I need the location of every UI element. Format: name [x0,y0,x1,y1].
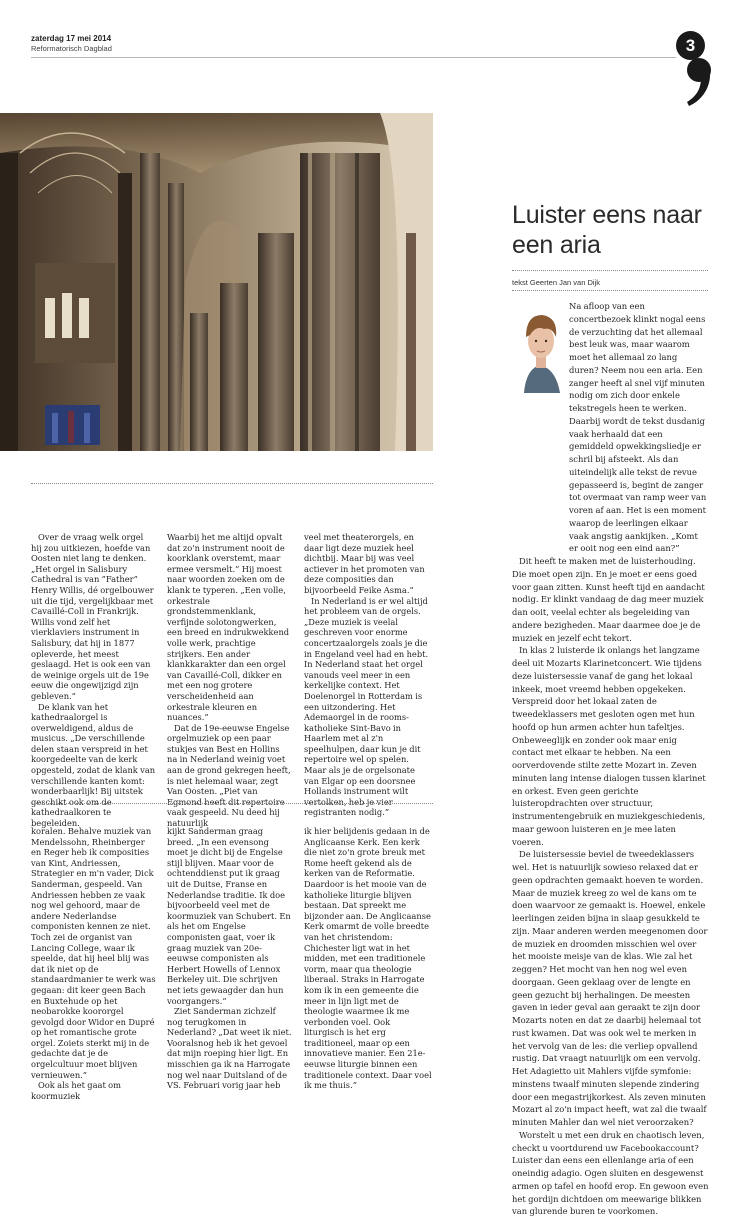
comma-logo-icon [683,56,715,108]
cathedral-photo [0,113,433,451]
page-number-badge: 3 [676,31,705,60]
paragraph: Worstelt u met een druk en chaotisch leven, checkt u voortdurend uw Facebookaccount? Luister dan eens een ellenlange aria of een oneindig adagio. Ogen sluiten en desgewenst armen op tafel en hoofd erop. En gewoon even het gordijn dichtdoen om meewarige blikken van glurende buren te voorkomen. [512,1129,709,1217]
column-article-body [512,300,709,1217]
paragraph: In Nederland is er wel altijd het probleem van de orgels. „Deze muziek is veelal geschreven voor enorme concertzaalorgels zoals je die in Engeland veel had en hebt. In Nederland staat het orgel vanouds veel meer in een kerkelijke context. Het Doelenorgel in Rotterdam is een uitzondering. Het Ademaorgel in de rooms-katholieke Sint-Bavo in Haarlem met al z'n speelhulpen, daar kun je dit repertoire wel op spelen. Maar als je de orgelsonate van Elgar op een doorsnee Hollands instrument wilt vertolken, heb je vier registranten nodig.” [304,595,429,818]
paragraph: In klas 2 luisterde ik onlangs het langzame deel uit Mozarts Klarinetconcert. Wie tijdens deze luistersessie vanaf de gang het lokaal inkeek, moet vreemd hebben opgekeken. Verspreid door het lokaal zaten de tweedeklassers met gesloten ogen met hun hoofd op hun armen achter hun tafeltjes. Onbeweeglijk en zonder ook maar enig contact met elkaar te hebben. Na een oorverdovende stilte zette Mozart in. Zeven minuten lang intense dialogen tussen klarinet en orkest. Even geen gerichte luisteropdrachten over structuur, instrumentengebruik en muziekgeschiedenis, maar gewoon luisteren en je mee laten voeren. [512,645,706,847]
paragraph: Na afloop van een concertbezoek klinkt nogal eens de verzuchting dat het allemaal best leuk was, maar waarom moet het allemaal zo lang duren? Neem nou een aria. Een zanger heeft al snel vijf minuten nodig om zich door enkele tekstregels heen te werken. Daarbij wordt de tekst dusdanig vaak herhaald dat een gemiddeld opwekkingsliedje er schril bij afsteekt. Als dan uiteindelijk alle tekst de revue gepasseerd is, begint de zanger tot overmaat van ramp weer van voren af aan. Het is een moment waarop de leerlingen elkaar vaak angstig aankijken. „Komt er ooit nog een eind aan?” [569,301,707,554]
paragraph: Dit heeft te maken met de luisterhouding. Die moet open zijn. En je moet er eens goed voor gaan zitten. Kunst heeft tijd en aandacht nodig. Er klinkt vandaag de dag meer muziek dan ooit, veelal echter als begeleiding van andere bezigheden. Maar daarmee doe je de muziek en jezelf echt tekort. [512,556,705,643]
organ-story-col-1 [31,532,156,829]
article-byline: tekst Geerten Jan van Dijk [512,278,600,287]
organ-story-col-4 [31,826,156,1101]
paragraph: Dat de 19e-eeuwse Engelse orgelmuziek op een paar stukjes van Best en Hollins na in Nederland weinig voet aan de grond gekregen heeft, is niet helemaal waar, zegt Van Oosten. „Piet van Egmond heeft dit repertoire vaak gespeeld. Nu deed hij natuurlijk [167,722,291,829]
paragraph: ik hier belijdenis gedaan in de Anglicaanse Kerk. Een kerk die niet zo'n grote breuk met Rome heeft gekend als de kerken van de Reformatie. Daardoor is het mooie van de katholieke liturgie blijven bestaan. Dat spreekt me bijzonder aan. De Anglicaanse Kerk omarmt de volle breedte van het christendom: Chichester ligt wat in het midden, met een traditionele vorm, maar qua theologie liberaal. Straks in Harrogate kom ik in een gemeente die meer in lijn ligt met de theologie waarmee ik me verbonden voel. Ook liturgisch is het erg traditioneel, maar op een innovatieve manier. Een 21e-eeuwse liturgie binnen een traditionele context. Daar voel ik me thuis.” [304,826,432,1091]
paragraph: De klank van het kathedraalorgel is overweldigend, aldus de musicus. „De verschillende delen staan verspreid in het koorgedeelte van de kerk opgesteld, zodat de klank van verschillende kanten komt: wonderbaarlijk! Bij uitstek geschikt ook om de kathedraalkoren te begeleiden. [31,701,156,829]
paragraph: Ook als het gaat om koormuziek [31,1080,122,1101]
paragraph: De luistersessie beviel de tweedeklassers wel. Het is natuurlijk sowieso relaxed dat er geen opdrachten gemaakt hoeven te worden. Maar de muziek kreeg zo wel de kans om te doen waarvoor ze gemaakt is. Hoewel, enkele leerlingen zeiden bijna in slaap gesukkeld te zijn. Maar anderen werden meegenomen door de muziek en droomden misschien wel over het mooiste meisje van de klas. Wie zal het zeggen? Het mocht van hen nog wel even doorgaan. Geen geklaag over de lengte en geen gezucht bij herhalingen. De meesten gaven in ieder geval aan geraakt te zijn door Mozarts noten en dat ze daarbij helemaal tot rust kwamen. Dat was ook wel te merken in het vervolg van de les: die verliep opvallend rustig. Dat vraagt natuurlijk om een vervolg. Het Adagietto uit Mahlers vijfde symfonie: minstens twaalf minuten slepende zindering door een megastrijkorkest. Als zeven minuten Mozart al zo'n impact heeft, wat zal die twaalf minuten Mahler dan wel niet veroorzaken? [512,849,708,1127]
organ-story-col-2 [167,532,292,829]
organ-story-col-3 [304,532,432,818]
publication-name: Reformatorisch Dagblad [31,44,112,53]
organ-story-col-5 [167,826,292,1091]
paragraph: Ziet Sanderman zichzelf nog terugkomen in Nederland? „Dat weet ik niet. Vooralsnog heb ik het gevoel dat mijn roeping hier ligt. En misschien ga ik na Harrogate nog wel naar Duitsland of de VS. Februari vorig jaar heb [167,1006,292,1091]
paragraph: koralen. Behalve muziek van Mendelssohn, Rheinberger en Reger heb ik composities van Kint, Andriessen, Strategier en m'n vader, Dick Sanderman, gespeeld. Van Andriessen hebben ze vaak nog wel gehoord, maar de andere Nederlandse componisten kennen ze niet. Toch zei de organist van Lancing College, waar ik speelde, dat hij heel blij was dat ik niet op de standaardmanier te werk was gegaan: dit keer geen Bach en Buxtehude op het neobarokke koororgel gevolgd door Widor en Dupré op het romantische grote orgel. Zoiets sterkt mij in de gedachte dat je de orgelcultuur moet blijven vernieuwen.” [31,826,156,1080]
paragraph: kijkt Sanderman graag breed. „In een evensong moet je dicht bij de Engelse stijl blijven. Maar voor de ochtenddienst put ik graag uit de Duitse, Franse en Nederlandse traditie. Ik doe bijvoorbeeld veel met de koormuziek van Schubert. En als het om Engelse componisten gaat, voer ik graag muziek van 20e-eeuwse componisten als Herbert Howells of Lennox Berkeley uit. Die schrijven net iets gewaagder dan hun voorgangers.” [167,826,291,1006]
headline-divider [512,270,708,271]
paragraph: Over de vraag welk orgel hij zou uitkiezen, hoefde van Oosten niet lang te denken. „Het orgel in Salisbury Cathedral is van ”Father” Henry Willis, dé orgelbouwer uit die tijd, vergelijkbaar met Cavaillé-Coll in Frankrijk. Willis vond zelf het vierklaviers instrument in Salisbury, dat hij in 1877 opleverde, het meest geslaagd. Het is ook een van de weinige orgels uit de 19e eeuw die ongewijzigd zijn gebleven.” [31,532,154,701]
byline-divider [512,290,708,291]
article-headline: Luister eens naar een aria [512,201,702,259]
photo-divider [31,483,433,484]
paragraph: Waarbij het me altijd opvalt dat zo'n instrument nooit de koorklank overstemt, maar ermee versmelt.” Hij moest naar woorden zoeken om de klank te typeren. „Een volle, orkestrale grondstemmenklank, verfijnde solotongwerken, een breed en indrukwekkend volle werk, prachtige strijkers. Een ander klankkarakter dan een orgel van Cavaillé-Coll, dikker en met een nog grotere verscheidenheid aan orkestrale kleuren en nuances.” [167,532,290,723]
header-divider [31,57,676,58]
issue-date: zaterdag 17 mei 2014 [31,34,112,43]
paragraph: veel met theaterorgels, en daar ligt deze muziek heel dichtbij. Maar bij was veel actiever in het promoten van deze composities dan bijvoorbeeld Feike Asma.” [304,532,425,595]
organ-story-col-6 [304,826,432,1091]
section-divider [31,803,433,804]
